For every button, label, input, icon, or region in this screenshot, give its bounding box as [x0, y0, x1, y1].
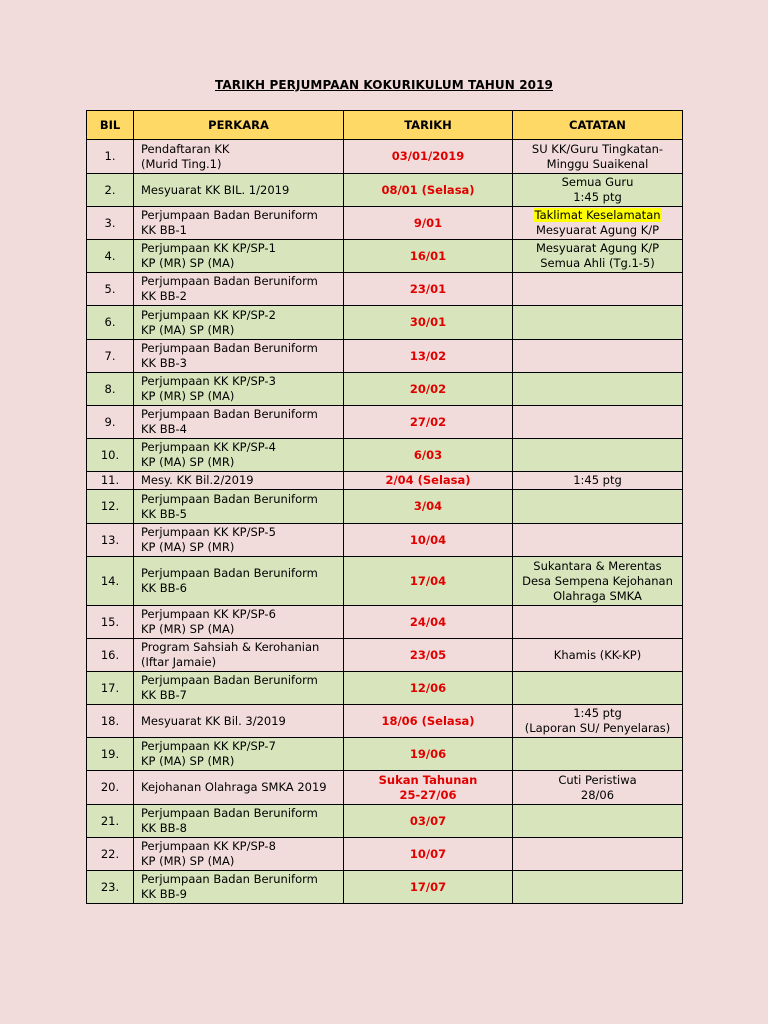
table-row — [87, 639, 683, 672]
table-row — [87, 240, 683, 273]
catatan-line: 1:45 ptg — [573, 706, 622, 720]
bil-cell: 14. — [87, 557, 134, 606]
perkara-line: KK BB-8 — [141, 821, 187, 835]
table-row — [87, 738, 683, 771]
perkara-line: KK BB-1 — [141, 223, 187, 237]
catatan-cell — [513, 639, 683, 672]
catatan-cell — [513, 207, 683, 240]
tarikh-line: 24/04 — [409, 614, 447, 629]
catatan-cell — [513, 524, 683, 557]
bil-cell: 16. — [87, 639, 134, 672]
catatan-cell — [513, 406, 683, 439]
perkara-line: KP (MA) SP (MR) — [141, 754, 235, 768]
perkara-line: KK BB-2 — [141, 289, 187, 303]
perkara-line: Perjumpaan KK KP/SP-3 — [141, 374, 276, 388]
bil-cell: 20. — [87, 771, 134, 805]
bil-cell: 9. — [87, 406, 134, 439]
tarikh-line: 10/07 — [409, 846, 447, 861]
perkara-line: Mesyuarat KK Bil. 3/2019 — [141, 713, 286, 728]
perkara-line: KK BB-3 — [141, 356, 187, 370]
catatan-line: Semua Guru — [561, 175, 634, 189]
table-body — [87, 140, 683, 904]
highlighted-text: Taklimat Keselamatan — [534, 208, 661, 222]
perkara-line: Program Sahsiah & Kerohanian — [141, 640, 320, 654]
tarikh-line: 08/01 (Selasa) — [381, 182, 475, 197]
tarikh-line: 03/07 — [409, 813, 447, 828]
perkara-cell — [134, 606, 344, 639]
perkara-line: KK BB-9 — [141, 887, 187, 901]
table-row — [87, 771, 683, 805]
catatan-cell — [513, 871, 683, 904]
catatan-line: Mesyuarat Agung K/P — [535, 241, 660, 255]
header-tarikh: TARIKH — [344, 111, 513, 140]
tarikh-line: 03/01/2019 — [391, 149, 465, 163]
perkara-cell — [134, 871, 344, 904]
table-row — [87, 838, 683, 871]
tarikh-line: 18/06 (Selasa) — [381, 713, 475, 728]
catatan-line: Minggu Suaikenal — [546, 156, 649, 171]
perkara-cell — [134, 373, 344, 406]
catatan-cell — [513, 805, 683, 838]
tarikh-cell — [344, 771, 513, 805]
tarikh-line: 3/04 — [413, 499, 443, 513]
perkara-line: KP (MR) SP (MA) — [141, 389, 235, 403]
bil-cell: 3. — [87, 207, 134, 240]
perkara-line: Perjumpaan KK KP/SP-7 — [141, 739, 276, 753]
tarikh-cell — [344, 306, 513, 340]
header-perkara: PERKARA — [134, 111, 344, 140]
catatan-cell — [513, 472, 683, 490]
catatan-cell — [513, 705, 683, 738]
catatan-line: Desa Sempena Kejohanan — [522, 573, 673, 588]
perkara-line: Perjumpaan KK KP/SP-2 — [141, 307, 276, 322]
catatan-cell — [513, 240, 683, 273]
perkara-line: Perjumpaan KK KP/SP-5 — [141, 525, 276, 539]
catatan-cell — [513, 771, 683, 805]
tarikh-cell — [344, 207, 513, 240]
perkara-cell — [134, 838, 344, 871]
tarikh-line: 13/02 — [409, 348, 447, 363]
catatan-line: (Laporan SU/ Penyelaras) — [524, 721, 671, 735]
tarikh-cell — [344, 524, 513, 557]
bil-cell: 1. — [87, 140, 134, 174]
table-row — [87, 207, 683, 240]
perkara-cell — [134, 771, 344, 805]
tarikh-cell — [344, 174, 513, 207]
perkara-line: Perjumpaan Badan Beruniform — [141, 208, 318, 222]
tarikh-cell — [344, 672, 513, 705]
tarikh-line: 9/01 — [413, 215, 443, 230]
tarikh-line: 16/01 — [409, 248, 447, 263]
table-row — [87, 439, 683, 472]
schedule-table — [86, 110, 683, 904]
perkara-line: Perjumpaan Badan Beruniform — [141, 341, 318, 355]
tarikh-cell — [344, 838, 513, 871]
table-row — [87, 340, 683, 373]
tarikh-line: Sukan Tahunan — [378, 772, 478, 787]
tarikh-cell — [344, 140, 513, 174]
perkara-line: Kejohanan Olahraga SMKA 2019 — [141, 780, 327, 794]
tarikh-line: 17/07 — [409, 879, 447, 894]
perkara-cell — [134, 472, 344, 490]
catatan-line: 28/06 — [580, 787, 615, 802]
perkara-line: Perjumpaan Badan Beruniform — [141, 491, 318, 506]
bil-cell: 7. — [87, 340, 134, 373]
catatan-cell — [513, 174, 683, 207]
table-row — [87, 174, 683, 207]
catatan-cell — [513, 490, 683, 524]
perkara-cell — [134, 406, 344, 439]
perkara-line: (Murid Ting.1) — [141, 156, 222, 171]
perkara-line: Perjumpaan Badan Beruniform — [141, 806, 318, 820]
tarikh-cell — [344, 240, 513, 273]
bil-cell: 6. — [87, 306, 134, 340]
catatan-line: Semua Ahli (Tg.1-5) — [540, 256, 655, 270]
perkara-line: Perjumpaan Badan Beruniform — [141, 407, 318, 421]
catatan-cell — [513, 373, 683, 406]
bil-cell: 15. — [87, 606, 134, 639]
tarikh-cell — [344, 340, 513, 373]
tarikh-line: 25-27/06 — [399, 787, 457, 802]
tarikh-line: 23/05 — [409, 647, 447, 662]
perkara-line: KK BB-7 — [141, 688, 187, 702]
perkara-cell — [134, 306, 344, 340]
perkara-line: KP (MR) SP (MA) — [141, 622, 235, 636]
catatan-line: Cuti Peristiwa — [558, 772, 637, 787]
table-row — [87, 273, 683, 306]
perkara-line: (Iftar Jamaie) — [141, 655, 217, 669]
perkara-line: KK BB-4 — [141, 422, 187, 436]
bil-cell: 8. — [87, 373, 134, 406]
catatan-cell — [513, 439, 683, 472]
table-row — [87, 672, 683, 705]
tarikh-cell — [344, 406, 513, 439]
tarikh-cell — [344, 871, 513, 904]
tarikh-cell — [344, 639, 513, 672]
bil-cell: 19. — [87, 738, 134, 771]
perkara-line: Perjumpaan KK KP/SP-4 — [141, 440, 276, 454]
tarikh-cell — [344, 805, 513, 838]
perkara-line: KP (MA) SP (MR) — [141, 322, 235, 337]
bil-cell: 11. — [87, 472, 134, 490]
perkara-line: Perjumpaan Badan Beruniform — [141, 673, 318, 687]
tarikh-line: 17/04 — [409, 573, 447, 588]
table-row — [87, 805, 683, 838]
perkara-cell — [134, 672, 344, 705]
catatan-line: SU KK/Guru Tingkatan- — [531, 141, 664, 156]
catatan-line: Olahraga SMKA — [553, 588, 642, 603]
catatan-line: Mesyuarat Agung K/P — [535, 223, 660, 237]
catatan-cell — [513, 340, 683, 373]
table-row — [87, 606, 683, 639]
tarikh-cell — [344, 472, 513, 490]
table-row — [87, 557, 683, 606]
table-row — [87, 472, 683, 490]
perkara-cell — [134, 639, 344, 672]
tarikh-line: 19/06 — [409, 746, 447, 761]
bil-cell: 13. — [87, 524, 134, 557]
perkara-cell — [134, 273, 344, 306]
perkara-line: Perjumpaan KK KP/SP-1 — [141, 241, 276, 255]
tarikh-cell — [344, 490, 513, 524]
tarikh-cell — [344, 606, 513, 639]
perkara-cell — [134, 140, 344, 174]
catatan-cell — [513, 606, 683, 639]
bil-cell: 12. — [87, 490, 134, 524]
perkara-cell — [134, 738, 344, 771]
bil-cell: 10. — [87, 439, 134, 472]
tarikh-line: 20/02 — [409, 381, 447, 396]
bil-cell: 18. — [87, 705, 134, 738]
catatan-cell — [513, 672, 683, 705]
catatan-cell — [513, 273, 683, 306]
catatan-cell — [513, 306, 683, 340]
tarikh-cell — [344, 738, 513, 771]
bil-cell: 4. — [87, 240, 134, 273]
tarikh-line: 2/04 (Selasa) — [385, 473, 471, 487]
perkara-line: KP (MR) SP (MA) — [141, 256, 235, 270]
perkara-line: Perjumpaan Badan Beruniform — [141, 872, 318, 886]
perkara-line: KK BB-6 — [141, 581, 187, 595]
catatan-line — [513, 208, 682, 223]
perkara-cell — [134, 340, 344, 373]
perkara-line: Perjumpaan KK KP/SP-6 — [141, 607, 276, 621]
bil-cell: 17. — [87, 672, 134, 705]
perkara-cell — [134, 240, 344, 273]
perkara-line: Mesyuarat KK BIL. 1/2019 — [141, 182, 290, 197]
bil-cell: 21. — [87, 805, 134, 838]
table-row — [87, 490, 683, 524]
tarikh-cell — [344, 373, 513, 406]
tarikh-cell — [344, 273, 513, 306]
perkara-cell — [134, 174, 344, 207]
table-row — [87, 140, 683, 174]
catatan-cell — [513, 838, 683, 871]
table-row — [87, 705, 683, 738]
catatan-line: 1:45 ptg — [573, 473, 622, 487]
table-row — [87, 406, 683, 439]
catatan-cell — [513, 140, 683, 174]
perkara-line: Perjumpaan Badan Beruniform — [141, 274, 318, 288]
perkara-line: Pendaftaran KK — [141, 141, 230, 156]
perkara-cell — [134, 805, 344, 838]
table-header-row — [87, 111, 683, 140]
tarikh-line: 30/01 — [409, 315, 447, 329]
tarikh-line: 6/03 — [413, 447, 443, 462]
catatan-line: Khamis (KK-KP) — [553, 647, 642, 662]
perkara-cell — [134, 207, 344, 240]
table-row — [87, 524, 683, 557]
perkara-cell — [134, 490, 344, 524]
tarikh-line: 12/06 — [409, 680, 447, 695]
tarikh-line: 23/01 — [409, 281, 447, 296]
catatan-line: Sukantara & Merentas — [533, 558, 662, 573]
perkara-line: KP (MA) SP (MR) — [141, 540, 235, 554]
perkara-cell — [134, 524, 344, 557]
tarikh-cell — [344, 557, 513, 606]
bil-cell: 2. — [87, 174, 134, 207]
tarikh-line: 10/04 — [409, 532, 447, 547]
perkara-cell — [134, 439, 344, 472]
catatan-cell — [513, 738, 683, 771]
table-row — [87, 871, 683, 904]
perkara-line: KP (MR) SP (MA) — [141, 854, 235, 868]
header-catatan: CATATAN — [513, 111, 683, 140]
catatan-line: 1:45 ptg — [573, 190, 622, 204]
bil-cell: 22. — [87, 838, 134, 871]
bil-cell: 23. — [87, 871, 134, 904]
catatan-cell — [513, 557, 683, 606]
perkara-line: KP (MA) SP (MR) — [141, 455, 235, 469]
tarikh-line: 27/02 — [409, 414, 447, 429]
perkara-cell — [134, 705, 344, 738]
perkara-line: Perjumpaan KK KP/SP-8 — [141, 839, 276, 853]
table-row — [87, 373, 683, 406]
perkara-cell — [134, 557, 344, 606]
tarikh-cell — [344, 439, 513, 472]
bil-cell: 5. — [87, 273, 134, 306]
perkara-line: Perjumpaan Badan Beruniform — [141, 566, 318, 580]
header-bil: BIL — [87, 111, 134, 140]
perkara-line: Mesy. KK Bil.2/2019 — [141, 473, 254, 487]
tarikh-cell — [344, 705, 513, 738]
perkara-line: KK BB-5 — [141, 506, 187, 521]
table-row — [87, 306, 683, 340]
document-title: TARIKH PERJUMPAAN KOKURIKULUM TAHUN 2019 — [215, 78, 553, 92]
